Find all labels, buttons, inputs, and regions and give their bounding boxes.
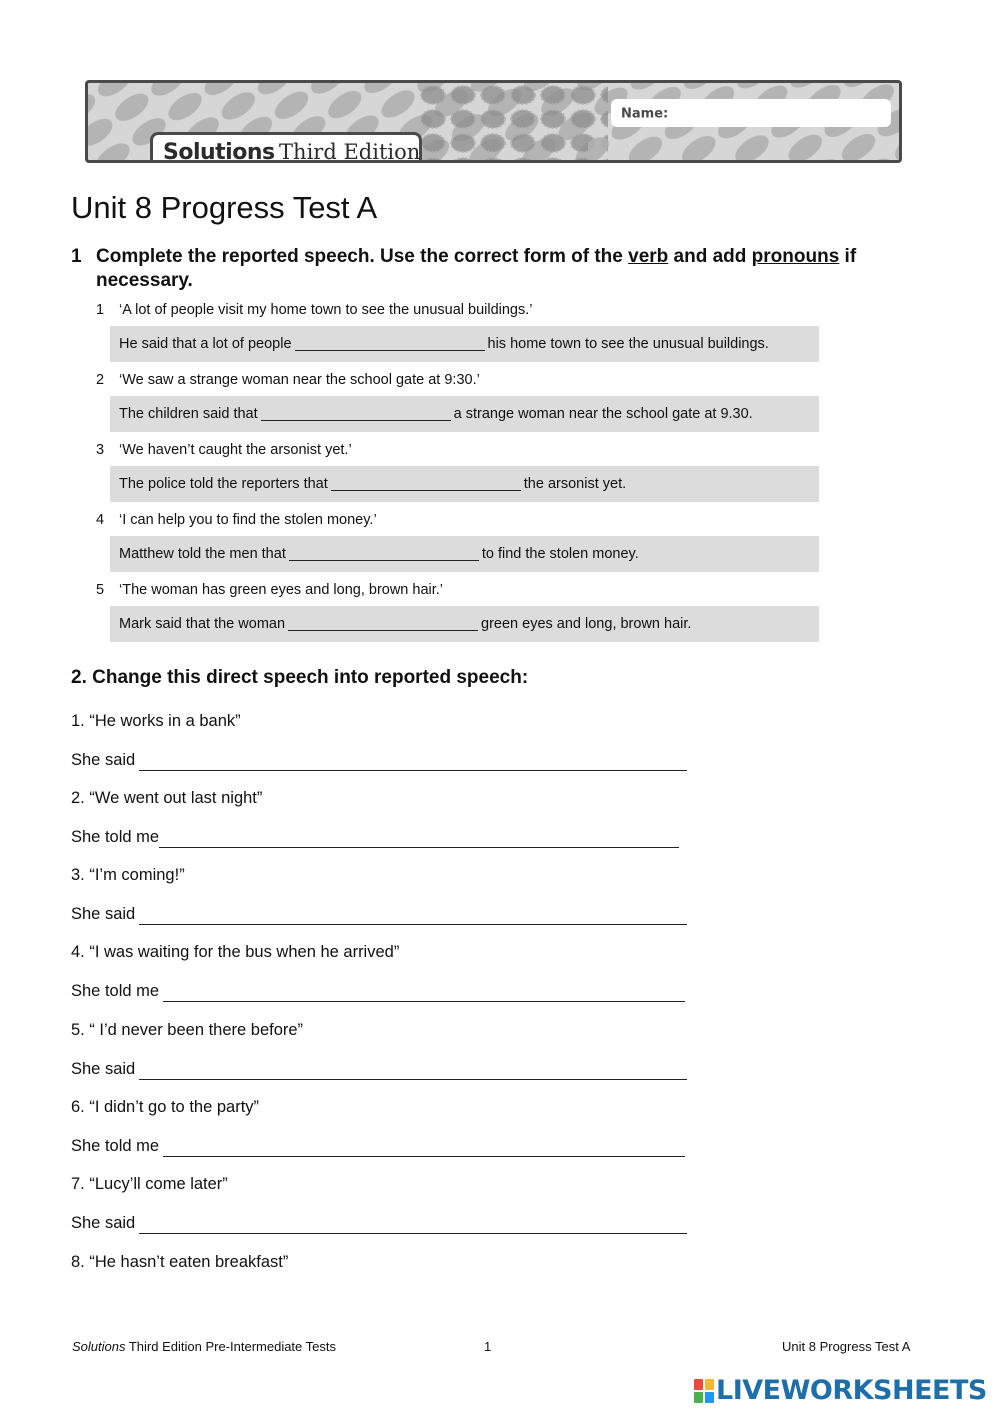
name-label: Name: (621, 106, 669, 122)
exercise2-answer-row: She said (71, 1060, 687, 1080)
answer-blank[interactable] (288, 616, 478, 631)
exercise2-question: 6. “I didn’t go to the party” (71, 1098, 260, 1116)
footer-left: Solutions Third Edition Pre-Intermediate Tests (72, 1339, 336, 1354)
pronouns-underlined: pronouns (751, 246, 840, 267)
exercise1-item (96, 299, 819, 362)
answer-line[interactable] (159, 829, 679, 848)
exercise2-heading: 2. Change this direct speech into reported speech: (71, 667, 529, 688)
liveworksheets-wordmark: LIVEWORKSHEETS (716, 1375, 987, 1406)
answer-box: Matthew told the men that to find the stolen money. (110, 536, 819, 572)
answer-blank[interactable] (261, 406, 451, 421)
footer-right: Unit 8 Progress Test A (782, 1339, 911, 1354)
exercise1-heading (71, 245, 911, 293)
answer-line[interactable] (163, 1138, 685, 1157)
name-field (611, 99, 891, 127)
liveworksheets-icon (694, 1379, 714, 1403)
answer-line[interactable] (139, 1215, 687, 1234)
answer-line[interactable] (139, 1061, 687, 1080)
verb-underlined: verb (628, 246, 669, 267)
answer-box: He said that a lot of people his home town to see the unusual buildings. (110, 326, 819, 362)
answer-line[interactable] (139, 906, 687, 925)
exercise2-question: 5. “ I’d never been there before” (71, 1021, 304, 1039)
item-quote: 4 ‘I can help you to find the stolen money.’ (96, 512, 377, 528)
exercise1-number: 1 (71, 246, 82, 267)
exercise1-item (96, 509, 819, 572)
brand-logo (150, 132, 422, 163)
exercise2-answer-row: She told me (71, 982, 685, 1002)
exercise2-answer-row: She told me (71, 1137, 685, 1157)
header-banner (85, 80, 902, 163)
exercise2-question: 8. “He hasn’t eaten breakfast” (71, 1253, 289, 1271)
item-quote: 3 ‘We haven’t caught the arsonist yet.’ (96, 442, 352, 458)
exercise2-answer-row: She told me (71, 828, 679, 848)
item-quote: 1 ‘A lot of people visit my home town to see the unusual buildings.’ (96, 302, 533, 318)
exercise2-answer-row: She said (71, 1214, 687, 1234)
exercise1-item (96, 579, 819, 642)
exercise2-question: 4. “I was waiting for the bus when he arrived” (71, 943, 400, 961)
exercise1-instruction: Complete the reported speech. Use the correct form of the verb and add pronouns if necessary. (96, 246, 857, 291)
page-title: Unit 8 Progress Test A (71, 190, 378, 225)
exercise2-question: 7. “Lucy’ll come later” (71, 1175, 228, 1193)
brand-edition: Third Edition (279, 140, 421, 163)
item-quote: 5 ‘The woman has green eyes and long, brown hair.’ (96, 582, 444, 598)
answer-line[interactable] (139, 752, 687, 771)
answer-box: The police told the reporters that the arsonist yet. (110, 466, 819, 502)
exercise2-answer-row: She said (71, 751, 687, 771)
exercise2-question: 3. “I’m coming!” (71, 866, 185, 884)
name-input[interactable] (679, 104, 889, 122)
exercise2-question: 2. “We went out last night” (71, 789, 263, 807)
footer-page-number: 1 (484, 1339, 492, 1354)
brand-name: Solutions (163, 140, 275, 163)
item-quote: 2 ‘We saw a strange woman near the school gate at 9:30.’ (96, 372, 480, 388)
answer-blank[interactable] (331, 476, 521, 491)
answer-line[interactable] (163, 983, 685, 1002)
answer-box: Mark said that the woman green eyes and long, brown hair. (110, 606, 819, 642)
exercise2-question: 1. “He works in a bank” (71, 712, 241, 730)
answer-blank[interactable] (295, 336, 485, 351)
answer-box: The children said that a strange woman near the school gate at 9.30. (110, 396, 819, 432)
exercise1-item (96, 369, 819, 432)
exercise1-item (96, 439, 819, 502)
exercise2-answer-row: She said (71, 905, 687, 925)
answer-blank[interactable] (289, 546, 479, 561)
